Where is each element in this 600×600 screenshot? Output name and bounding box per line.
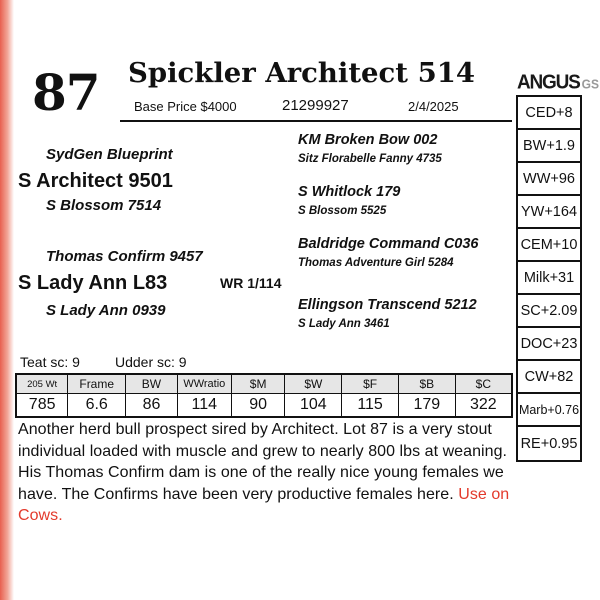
epd-ww: WW+96 [518,163,580,196]
dam-sire-dam: Thomas Adventure Girl 5284 [298,257,454,269]
epd-bw: BW+1.9 [518,130,580,163]
teat-score: Teat sc: 9 [20,354,80,370]
dam-dam-sire: Ellingson Transcend 5212 [298,297,477,313]
performance-value-row [16,394,512,418]
value-w: 104 [285,394,342,418]
header-w: $W [285,374,342,394]
bull-name: Spickler Architect 514 [128,57,475,89]
sire-dam: S Blossom 7514 [46,197,162,214]
lot-number: 87 [32,63,100,122]
angus-gs-logo [517,71,599,95]
value-m: 90 [231,394,285,418]
header-frame: Frame [68,374,126,394]
dam-dam-dam: S Lady Ann 3461 [298,318,390,330]
sire-dam-dam: S Blossom 5525 [298,205,387,217]
epd-yw: YW+164 [518,196,580,229]
dam-sire: Thomas Confirm 9457 [46,248,203,265]
performance-header-row [16,374,512,394]
registration-number: 21299927 [282,97,349,114]
description-emphasis: Use on Cows. [18,485,510,524]
header-m: $M [231,374,285,394]
dam-sire-sire: Baldridge Command C036 [298,236,479,252]
sire-sire-sire: KM Broken Bow 002 [298,132,438,148]
base-price: Base Price $4000 [134,99,237,114]
header-wwratio: WWratio [177,374,231,394]
value-c: 322 [455,394,512,418]
header-bw: BW [126,374,178,394]
logo-main: ANGUS [517,71,580,94]
sale-date: 2/4/2025 [408,99,459,114]
header-205wt: 205 Wt [16,374,68,394]
epd-marb: Marb+0.76 [518,394,580,427]
value-b: 179 [398,394,455,418]
logo-suffix: GS [581,76,599,92]
epd-milk: Milk+31 [518,262,580,295]
epd-ced: CED+8 [518,97,580,130]
udder-score: Udder sc: 9 [115,354,187,370]
header-b: $B [398,374,455,394]
dam: S Lady Ann L83 [18,272,168,294]
header-c: $C [455,374,512,394]
value-frame: 6.6 [68,394,126,418]
value-205wt: 785 [16,394,68,418]
weaning-ratio: WR 1/114 [220,275,282,291]
sire-sire: SydGen Blueprint [46,146,173,163]
value-f: 115 [342,394,399,418]
red-edge-stripe [0,0,14,600]
epd-cem: CEM+10 [518,229,580,262]
epd-doc: DOC+23 [518,328,580,361]
sire: S Architect 9501 [18,170,173,192]
dam-dam: S Lady Ann 0939 [46,302,166,319]
lot-description [18,419,518,527]
sire-sire-dam: Sitz Florabelle Fanny 4735 [298,153,442,165]
value-wwratio: 114 [177,394,231,418]
epd-cw: CW+82 [518,361,580,394]
description-text: Another herd bull prospect sired by Architect. Lot 87 is a very stout individual loaded with muscle and grew to nearly 800 lbs at weaning. His Thomas Confirm dam is one of the really nice young females we have. The Confirms have been very productive females here. [18,421,508,503]
header-f: $F [342,374,399,394]
value-bw: 86 [126,394,178,418]
epd-column [516,95,582,462]
epd-re: RE+0.95 [520,435,578,452]
performance-table [15,373,513,418]
epd-sc: SC+2.09 [518,295,580,328]
sire-dam-sire: S Whitlock 179 [298,184,401,200]
lot-info-line [120,96,512,122]
